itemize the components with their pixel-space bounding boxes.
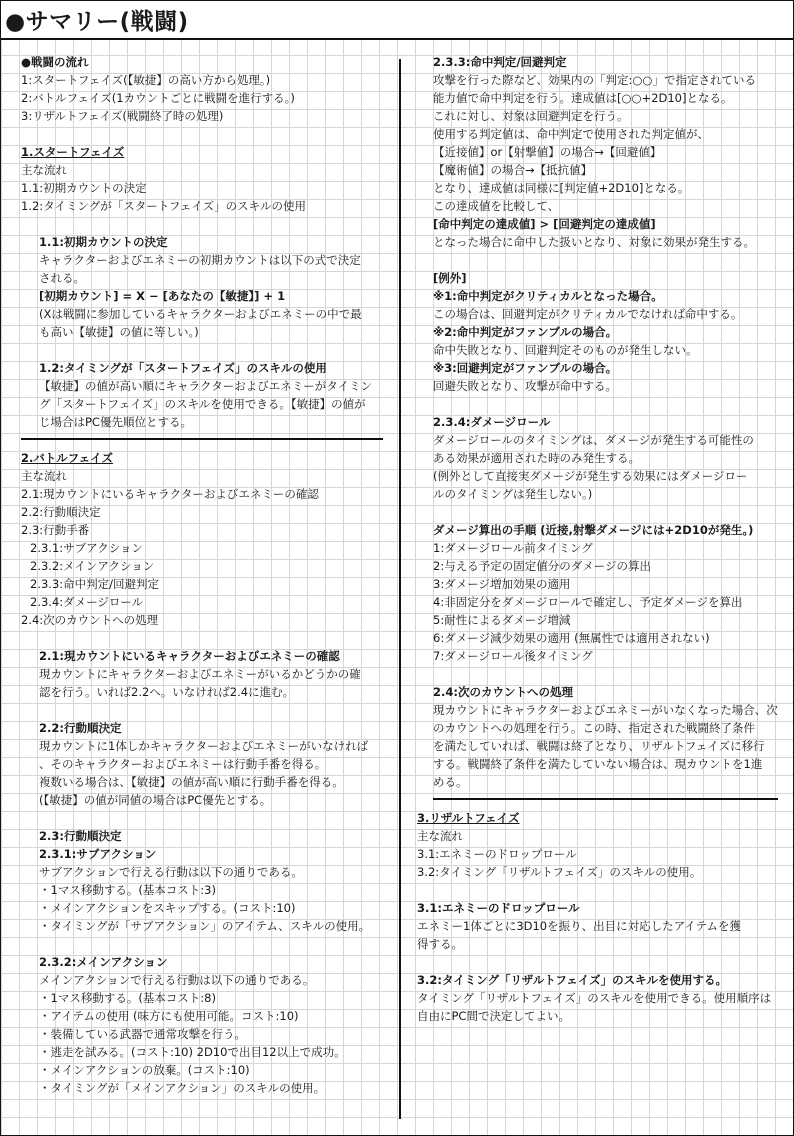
text-line: (【敏捷】の値が同値の場合はPC優先とする。 — [39, 793, 272, 807]
page-title: ●サマリー(戦闘) — [5, 9, 189, 35]
text-line: 3.2:タイミング「リザルトフェイズ」のスキルの使用。 — [417, 865, 702, 879]
text-line: エネミー1体ごとに3D10を振り、出目に対応したアイテムを獲 — [417, 919, 742, 933]
text-line: ・1マス移動する。(基本コスト:3) — [39, 883, 216, 897]
spacer — [21, 701, 383, 719]
subsection-heading: ダメージ算出の手順 (近接,射撃ダメージには+2D10が発生。) — [433, 523, 754, 537]
section-divider — [433, 798, 778, 800]
subsection-heading: ●戦闘の流れ — [21, 55, 89, 69]
spacer — [21, 935, 383, 953]
text-line: ルのタイミングは発生しない。) — [433, 487, 593, 501]
text-line: 【近接値】or【射撃値】の場合→【回避値】 — [433, 145, 662, 159]
text-line: ・1マス移動する。(基本コスト:8) — [39, 991, 216, 1005]
spacer — [433, 665, 778, 683]
text-line: 1:ダメージロール前タイミング — [433, 541, 593, 555]
spacer — [21, 125, 383, 143]
text-line: 2.2:行動順決定 — [21, 505, 101, 519]
text-line: 2:バトルフェイズ(1カウントごとに戦闘を進行する。) — [21, 91, 295, 105]
text-line: 、そのキャラクターおよびエネミーは行動手番を得る。 — [39, 757, 327, 771]
text-line: 認を行う。いれば2.2へ。いなければ2.4に進む。 — [39, 685, 295, 699]
subsection-heading: 2.2:行動順決定 — [39, 721, 122, 735]
subsection-heading: [初期カウント] = X − [あなたの【敏捷】] + 1 — [39, 289, 286, 303]
text-line: 2.3:行動手番 — [21, 523, 90, 537]
section-divider — [21, 438, 383, 440]
text-line: この場合は、回避判定がクリティカルでなければ命中する。 — [433, 307, 743, 321]
text-line: 主な流れ — [21, 469, 67, 483]
text-line: 1:スタートフェイズ(【敏捷】の高い方から処理。) — [21, 73, 271, 87]
text-line: サブアクションで行える行動は以下の通りである。 — [39, 865, 303, 879]
text-line: ある効果が適用された時のみ発生する。 — [433, 451, 640, 465]
text-line: 攻撃を行った際など、効果内の「判定:○○」で指定されている — [433, 73, 756, 87]
subsection-heading: 2.3.1:サブアクション — [39, 847, 157, 861]
section-heading: 3.リザルトフェイズ — [417, 811, 520, 825]
text-line: これに対し、対象は回避判定を行う。 — [433, 109, 629, 123]
text-line: 回避失敗となり、攻撃が命中する。 — [433, 379, 617, 393]
subsection-heading: 2.3.3:命中判定/回避判定 — [433, 55, 567, 69]
text-line: ・アイテムの使用 (味方にも使用可能。コスト:10) — [39, 1009, 299, 1023]
text-line: メインアクションで行える行動は以下の通りである。 — [39, 973, 315, 987]
left-column — [21, 53, 383, 1097]
text-line: グ「スタートフェイズ」のスキルを使用できる。【敏捷】の値が — [39, 397, 366, 411]
text-line: 6:ダメージ減少効果の適用 (無属性では適用されない) — [433, 631, 710, 645]
column-divider — [399, 59, 401, 1119]
text-line: 得する。 — [417, 937, 463, 951]
text-line: 2:与える予定の固定値分のダメージの算出 — [433, 559, 651, 573]
text-line: める。 — [433, 775, 468, 789]
text-line: のカウントへの処理を行う。この時、指定された戦闘終了条件 — [433, 721, 755, 735]
text-line: 3.1:エネミーのドロップロール — [417, 847, 577, 861]
subsection-heading: 3.1:エネミーのドロップロール — [417, 901, 580, 915]
text-line: 現カウントに1体しかキャラクターおよびエネミーがいなければ — [39, 739, 369, 753]
text-line: 1.1:初期カウントの決定 — [21, 181, 147, 195]
spacer — [433, 395, 778, 413]
text-line: 2.4:次のカウントへの処理 — [21, 613, 159, 627]
text-line: 能力値で命中判定を行う。達成値は[○○+2D10]となる。 — [433, 91, 733, 105]
spacer — [433, 881, 778, 899]
text-line: じ場合はPC優先順位とする。 — [39, 415, 192, 429]
text-line: ・装備している武器で通常攻撃を行う。 — [39, 1027, 246, 1041]
text-line: 2.1:現カウントにいるキャラクターおよびエネミーの確認 — [21, 487, 319, 501]
text-line: となった場合に命中した扱いとなり、対象に効果が発生する。 — [433, 235, 755, 249]
text-line: ・メインアクションをスキップする。(コスト:10) — [39, 901, 296, 915]
text-line: 【敏捷】の値が高い順にキャラクターおよびエネミーがタイミン — [39, 379, 373, 393]
text-line: ・タイミングが「サブアクション」のアイテム、スキルの使用。 — [39, 919, 371, 933]
text-line: する。戦闘終了条件を満たしていない場合は、現カウントを1進 — [433, 757, 763, 771]
text-line: タイミング「リザルトフェイズ」のスキルを使用できる。使用順序は — [417, 991, 772, 1005]
spacer — [21, 341, 383, 359]
subsection-heading: 2.4:次のカウントへの処理 — [433, 685, 573, 699]
subsection-heading: ※3:回避判定がファンブルの場合。 — [433, 361, 618, 375]
text-line: ・タイミングが「メインアクション」のスキルの使用。 — [39, 1081, 326, 1095]
subsection-heading: 3.2:タイミング「リザルトフェイズ」のスキルを使用する。 — [417, 973, 728, 987]
text-line: 2.3.4:ダメージロール — [30, 595, 144, 609]
subsection-heading: 2.3.2:メインアクション — [39, 955, 168, 969]
text-line: 現カウントにキャラクターおよびエネミーがいなくなった場合、次 — [433, 703, 778, 717]
right-column — [417, 53, 778, 1025]
subsection-heading: ※1:命中判定がクリティカルとなった場合。 — [433, 289, 663, 303]
text-line: 現カウントにキャラクターおよびエネミーがいるかどうかの確 — [39, 667, 361, 681]
text-line: される。 — [39, 271, 85, 285]
text-line: ダメージロールのタイミングは、ダメージが発生する可能性の — [433, 433, 754, 447]
text-line: 5:耐性によるダメージ増減 — [433, 613, 571, 627]
text-line: 3:リザルトフェイズ(戦闘終了時の処理) — [21, 109, 224, 123]
subsection-heading: 2.3:行動順決定 — [39, 829, 122, 843]
spacer — [433, 503, 778, 521]
spacer — [21, 215, 383, 233]
text-line: (Xは戦闘に参加しているキャラクターおよびエネミーの中で最 — [39, 307, 362, 321]
spacer — [21, 809, 383, 827]
section-heading: 1.スタートフェイズ — [21, 145, 125, 159]
text-line: (例外として直接実ダメージが発生する効果にはダメージロー — [433, 469, 748, 483]
text-line: ・メインアクションの放棄。(コスト:10) — [39, 1063, 250, 1077]
subsection-heading: 1.1:初期カウントの決定 — [39, 235, 168, 249]
text-line: 命中失敗となり、回避判定そのものが発生しない。 — [433, 343, 698, 357]
text-line: キャラクターおよびエネミーの初期カウントは以下の式で決定 — [39, 253, 361, 267]
text-line: 主な流れ — [21, 163, 67, 177]
subsection-heading: 2.1:現カウントにいるキャラクターおよびエネミーの確認 — [39, 649, 340, 663]
text-line: も高い【敏捷】の値に等しい。) — [39, 325, 199, 339]
spacer — [433, 953, 778, 971]
spacer — [433, 251, 778, 269]
text-line: 3:ダメージ増加効果の適用 — [433, 577, 571, 591]
subsection-heading: ※2:命中判定がファンブルの場合。 — [433, 325, 618, 339]
text-line: を満たしていれば、戦闘は終了となり、リザルトフェイズに移行 — [433, 739, 765, 753]
text-line: 自由にPC間で決定してよい。 — [417, 1009, 570, 1023]
spacer — [21, 629, 383, 647]
subsection-heading: 1.2:タイミングが「スタートフェイズ」のスキルの使用 — [39, 361, 327, 375]
text-line: この達成値を比較して、 — [433, 199, 560, 213]
text-line: 2.3.2:メインアクション — [30, 559, 155, 573]
text-line: 1.2:タイミングが「スタートフェイズ」のスキルの使用 — [21, 199, 307, 213]
text-line: となり、達成値は同様に[判定値+2D10]となる。 — [433, 181, 690, 195]
text-line: 複数いる場合は、【敏捷】の値が高い順に行動手番を得る。 — [39, 775, 344, 789]
text-line: 主な流れ — [417, 829, 463, 843]
text-line: 2.3.1:サブアクション — [30, 541, 144, 555]
text-line: ・逃走を試みる。(コスト:10) 2D10で出目12以上で成功。 — [39, 1045, 346, 1059]
title-bar — [1, 1, 793, 40]
text-line: 4:非固定分をダメージロールで確定し、予定ダメージを算出 — [433, 595, 743, 609]
section-heading: 2.バトルフェイズ — [21, 451, 113, 465]
text-line: 2.3.3:命中判定/回避判定 — [30, 577, 160, 591]
text-line: 【魔術値】の場合→【抵抗値】 — [433, 163, 593, 177]
subsection-heading: [命中判定の達成値] > [回避判定の達成値] — [433, 217, 656, 231]
subsection-heading: [例外] — [433, 271, 467, 285]
subsection-heading: 2.3.4:ダメージロール — [433, 415, 551, 429]
text-line: 使用する判定値は、命中判定で使用された判定値が、 — [433, 127, 709, 141]
text-line: 7:ダメージロール後タイミング — [433, 649, 593, 663]
